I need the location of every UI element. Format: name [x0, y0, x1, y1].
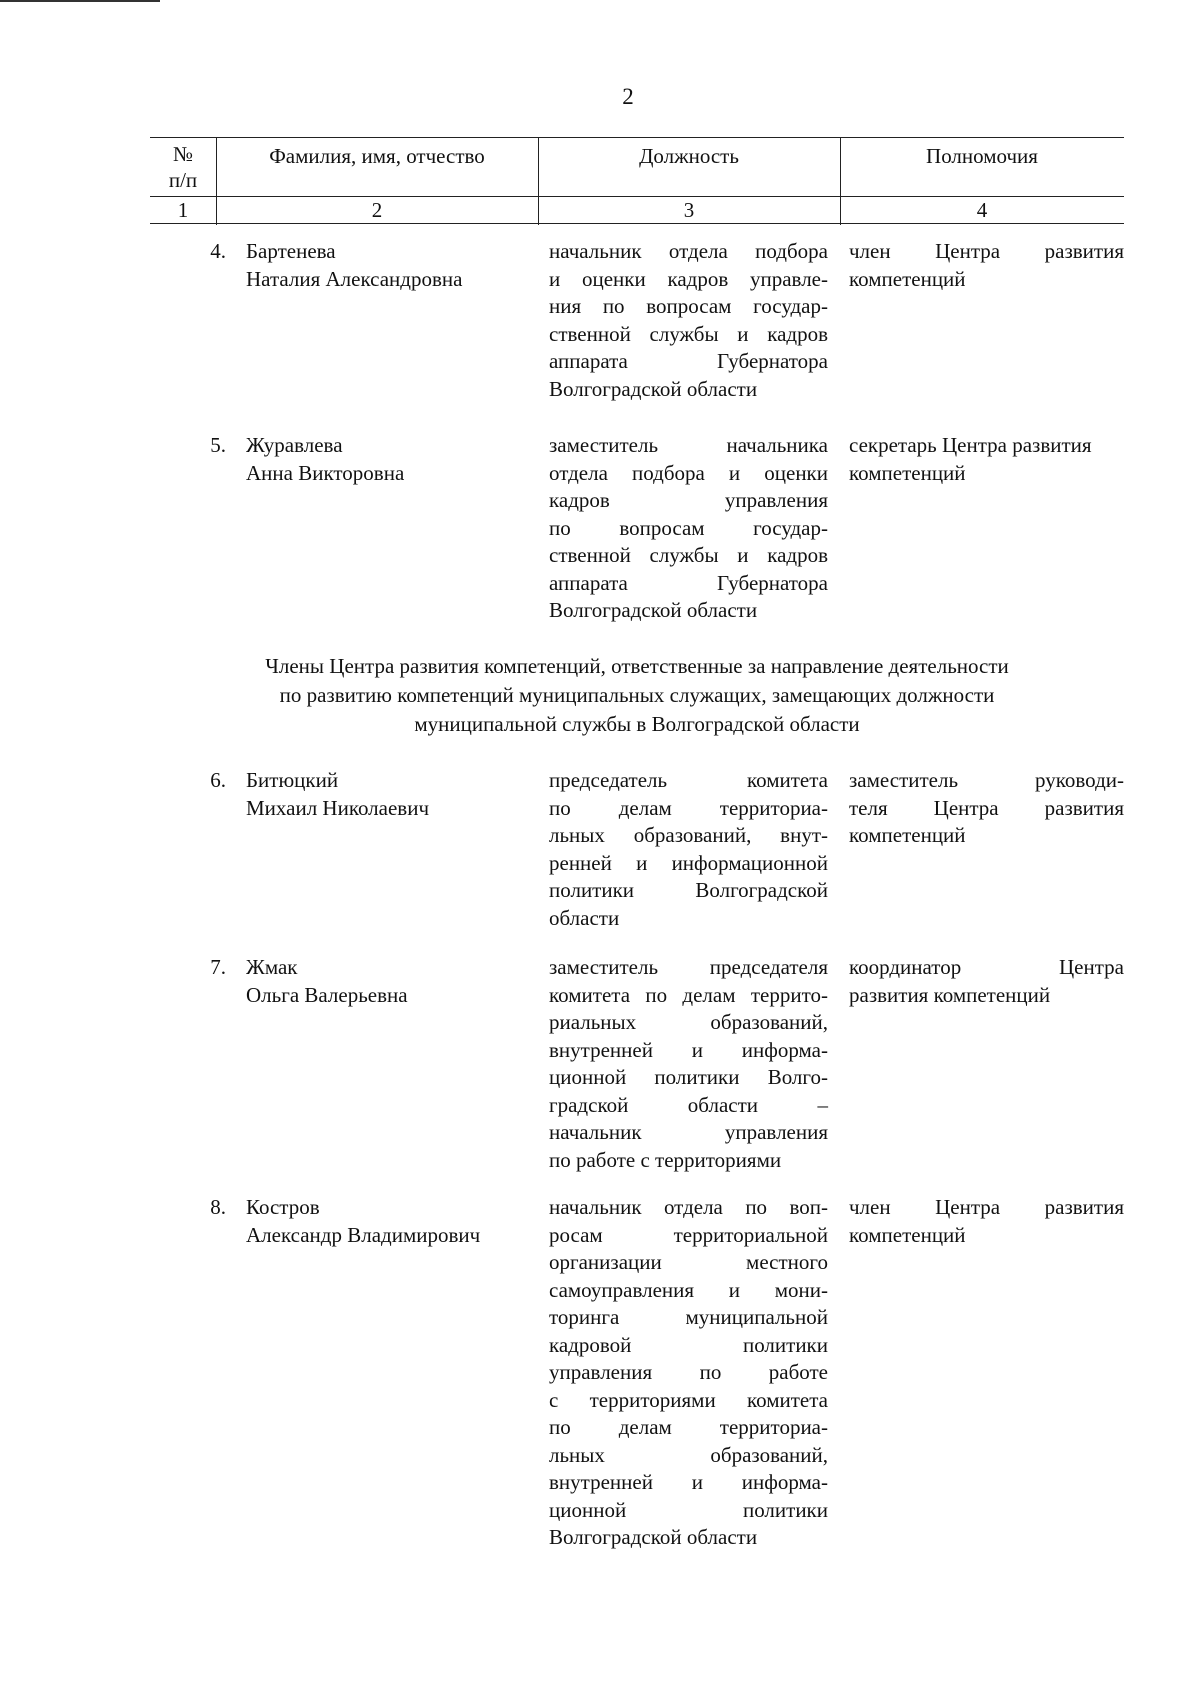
- row-number: 6.: [210, 768, 226, 792]
- position-line: Волгоградской области: [549, 1525, 758, 1549]
- position: [549, 954, 828, 1174]
- surname: Жмак: [246, 955, 298, 979]
- full-name: [246, 954, 546, 1009]
- position-line: ционной политики: [549, 1497, 828, 1522]
- position-line: самоуправления и мони-: [549, 1277, 828, 1302]
- position-line: с территориями комитета: [549, 1387, 828, 1412]
- authority: [849, 238, 1124, 293]
- position: [549, 432, 828, 625]
- position: [549, 767, 828, 932]
- position-line: управления по работе: [549, 1360, 828, 1384]
- full-name: [246, 238, 546, 293]
- position-line: заместитель председателя: [549, 955, 828, 979]
- full-name: [246, 1194, 546, 1249]
- position-line: внутренней и информа-: [549, 1470, 828, 1494]
- position-line: политики Волгоградской: [549, 878, 828, 902]
- surname: Журавлева: [246, 433, 343, 457]
- position-line: Волгоградской области: [549, 376, 758, 401]
- surname: Битюцкий: [246, 768, 339, 792]
- authority-line: координатор Центра: [849, 955, 1124, 979]
- given-names: Александр Владимирович: [246, 1222, 481, 1247]
- surname: Костров: [246, 1195, 320, 1219]
- section-heading-line: Члены Центра развития компетенций, ответственные за направление деятельности: [265, 654, 1009, 678]
- authority-line: секретарь Центра развития: [849, 433, 1092, 457]
- position-line: льных образований, внут-: [549, 823, 828, 847]
- position-line: внутренней и информа-: [549, 1037, 828, 1062]
- position-line: по вопросам государ-: [549, 515, 828, 540]
- position-line: кадровой политики: [549, 1332, 828, 1357]
- position-line: ренней и информационной: [549, 850, 828, 875]
- position-line: начальник отдела по воп-: [549, 1195, 828, 1219]
- authority-line: член Центра развития: [849, 1195, 1124, 1219]
- authority-line: теля Центра развития: [849, 795, 1124, 820]
- full-name: [246, 432, 546, 487]
- position-line: торинга муниципальной: [549, 1305, 828, 1329]
- authority-line: развития компетенций: [849, 982, 1051, 1007]
- position-line: ния по вопросам государ-: [549, 294, 828, 318]
- row-number: 8.: [210, 1195, 226, 1219]
- position-line: заместитель начальника: [549, 433, 828, 457]
- position: [549, 238, 828, 403]
- col-number-3: 3: [683, 198, 695, 222]
- position-line: ственной службы и кадров: [549, 321, 828, 346]
- full-name: [246, 767, 546, 822]
- position-line: и оценки кадров управле-: [549, 266, 828, 291]
- section-heading: [150, 652, 1124, 739]
- position-line: риальных образований,: [549, 1010, 828, 1034]
- section-heading-line: муниципальной службы в Волгоградской области: [414, 712, 860, 736]
- scan-edge-mark: [0, 0, 160, 2]
- authority-line: компетенций: [849, 1222, 966, 1247]
- page-number: 2: [622, 84, 634, 109]
- given-names: Наталия Александровна: [246, 266, 463, 291]
- position-line: ственной службы и кадров: [549, 543, 828, 567]
- position-line: градской области –: [549, 1092, 828, 1117]
- position-line: льных образований,: [549, 1442, 828, 1467]
- header-num: № п/п: [168, 142, 198, 192]
- authority-line: компетенций: [849, 823, 966, 847]
- position-line: по делам территориа-: [549, 1415, 828, 1439]
- authority-line: компетенций: [849, 266, 966, 291]
- given-names: Ольга Валерьевна: [246, 982, 408, 1007]
- position: [549, 1194, 828, 1552]
- header-position: Должность: [639, 144, 739, 168]
- position-line: по работе с территориями: [549, 1147, 782, 1172]
- col-number-4: 4: [976, 198, 988, 222]
- row-number: 7.: [210, 955, 226, 979]
- authority: [849, 1194, 1124, 1249]
- authority-line: член Центра развития: [849, 239, 1124, 263]
- position-line: комитета по делам террито-: [549, 982, 828, 1007]
- col-number-1: 1: [177, 198, 189, 222]
- given-names: Михаил Николаевич: [246, 795, 430, 820]
- section-heading-line: по развитию компетенций муниципальных служащих, замещающих должности: [279, 683, 995, 707]
- position-line: Волгоградской области: [549, 598, 758, 622]
- authority-line: компетенций: [849, 460, 966, 485]
- position-line: кадров управления: [549, 488, 828, 512]
- position-line: ционной политики Волго-: [549, 1065, 828, 1089]
- authority-line: заместитель руководи-: [849, 768, 1124, 792]
- position-line: по делам территориа-: [549, 795, 828, 820]
- position-line: росам территориальной: [549, 1222, 828, 1247]
- position-line: отдела подбора и оценки: [549, 460, 828, 485]
- position-line: организации местного: [549, 1250, 828, 1274]
- position-line: аппарата Губернатора: [549, 349, 828, 373]
- col-number-2: 2: [371, 198, 383, 222]
- given-names: Анна Викторовна: [246, 460, 405, 485]
- position-line: председатель комитета: [549, 768, 828, 792]
- authority: [849, 432, 1124, 487]
- surname: Бартенева: [246, 239, 336, 263]
- position-line: аппарата Губернатора: [549, 570, 828, 595]
- header-bottom-rule: [150, 223, 1124, 224]
- table-header: [150, 137, 1124, 225]
- row-number: 4.: [210, 239, 226, 263]
- position-line: области: [549, 905, 620, 930]
- position-line: начальник отдела подбора: [549, 239, 828, 263]
- header-authority: Полномочия: [926, 144, 1038, 168]
- row-number: 5.: [210, 433, 226, 457]
- position-line: начальник управления: [549, 1120, 828, 1144]
- header-top-rule: [150, 137, 1124, 138]
- authority: [849, 767, 1124, 850]
- authority: [849, 954, 1124, 1009]
- header-name: Фамилия, имя, отчество: [269, 144, 485, 168]
